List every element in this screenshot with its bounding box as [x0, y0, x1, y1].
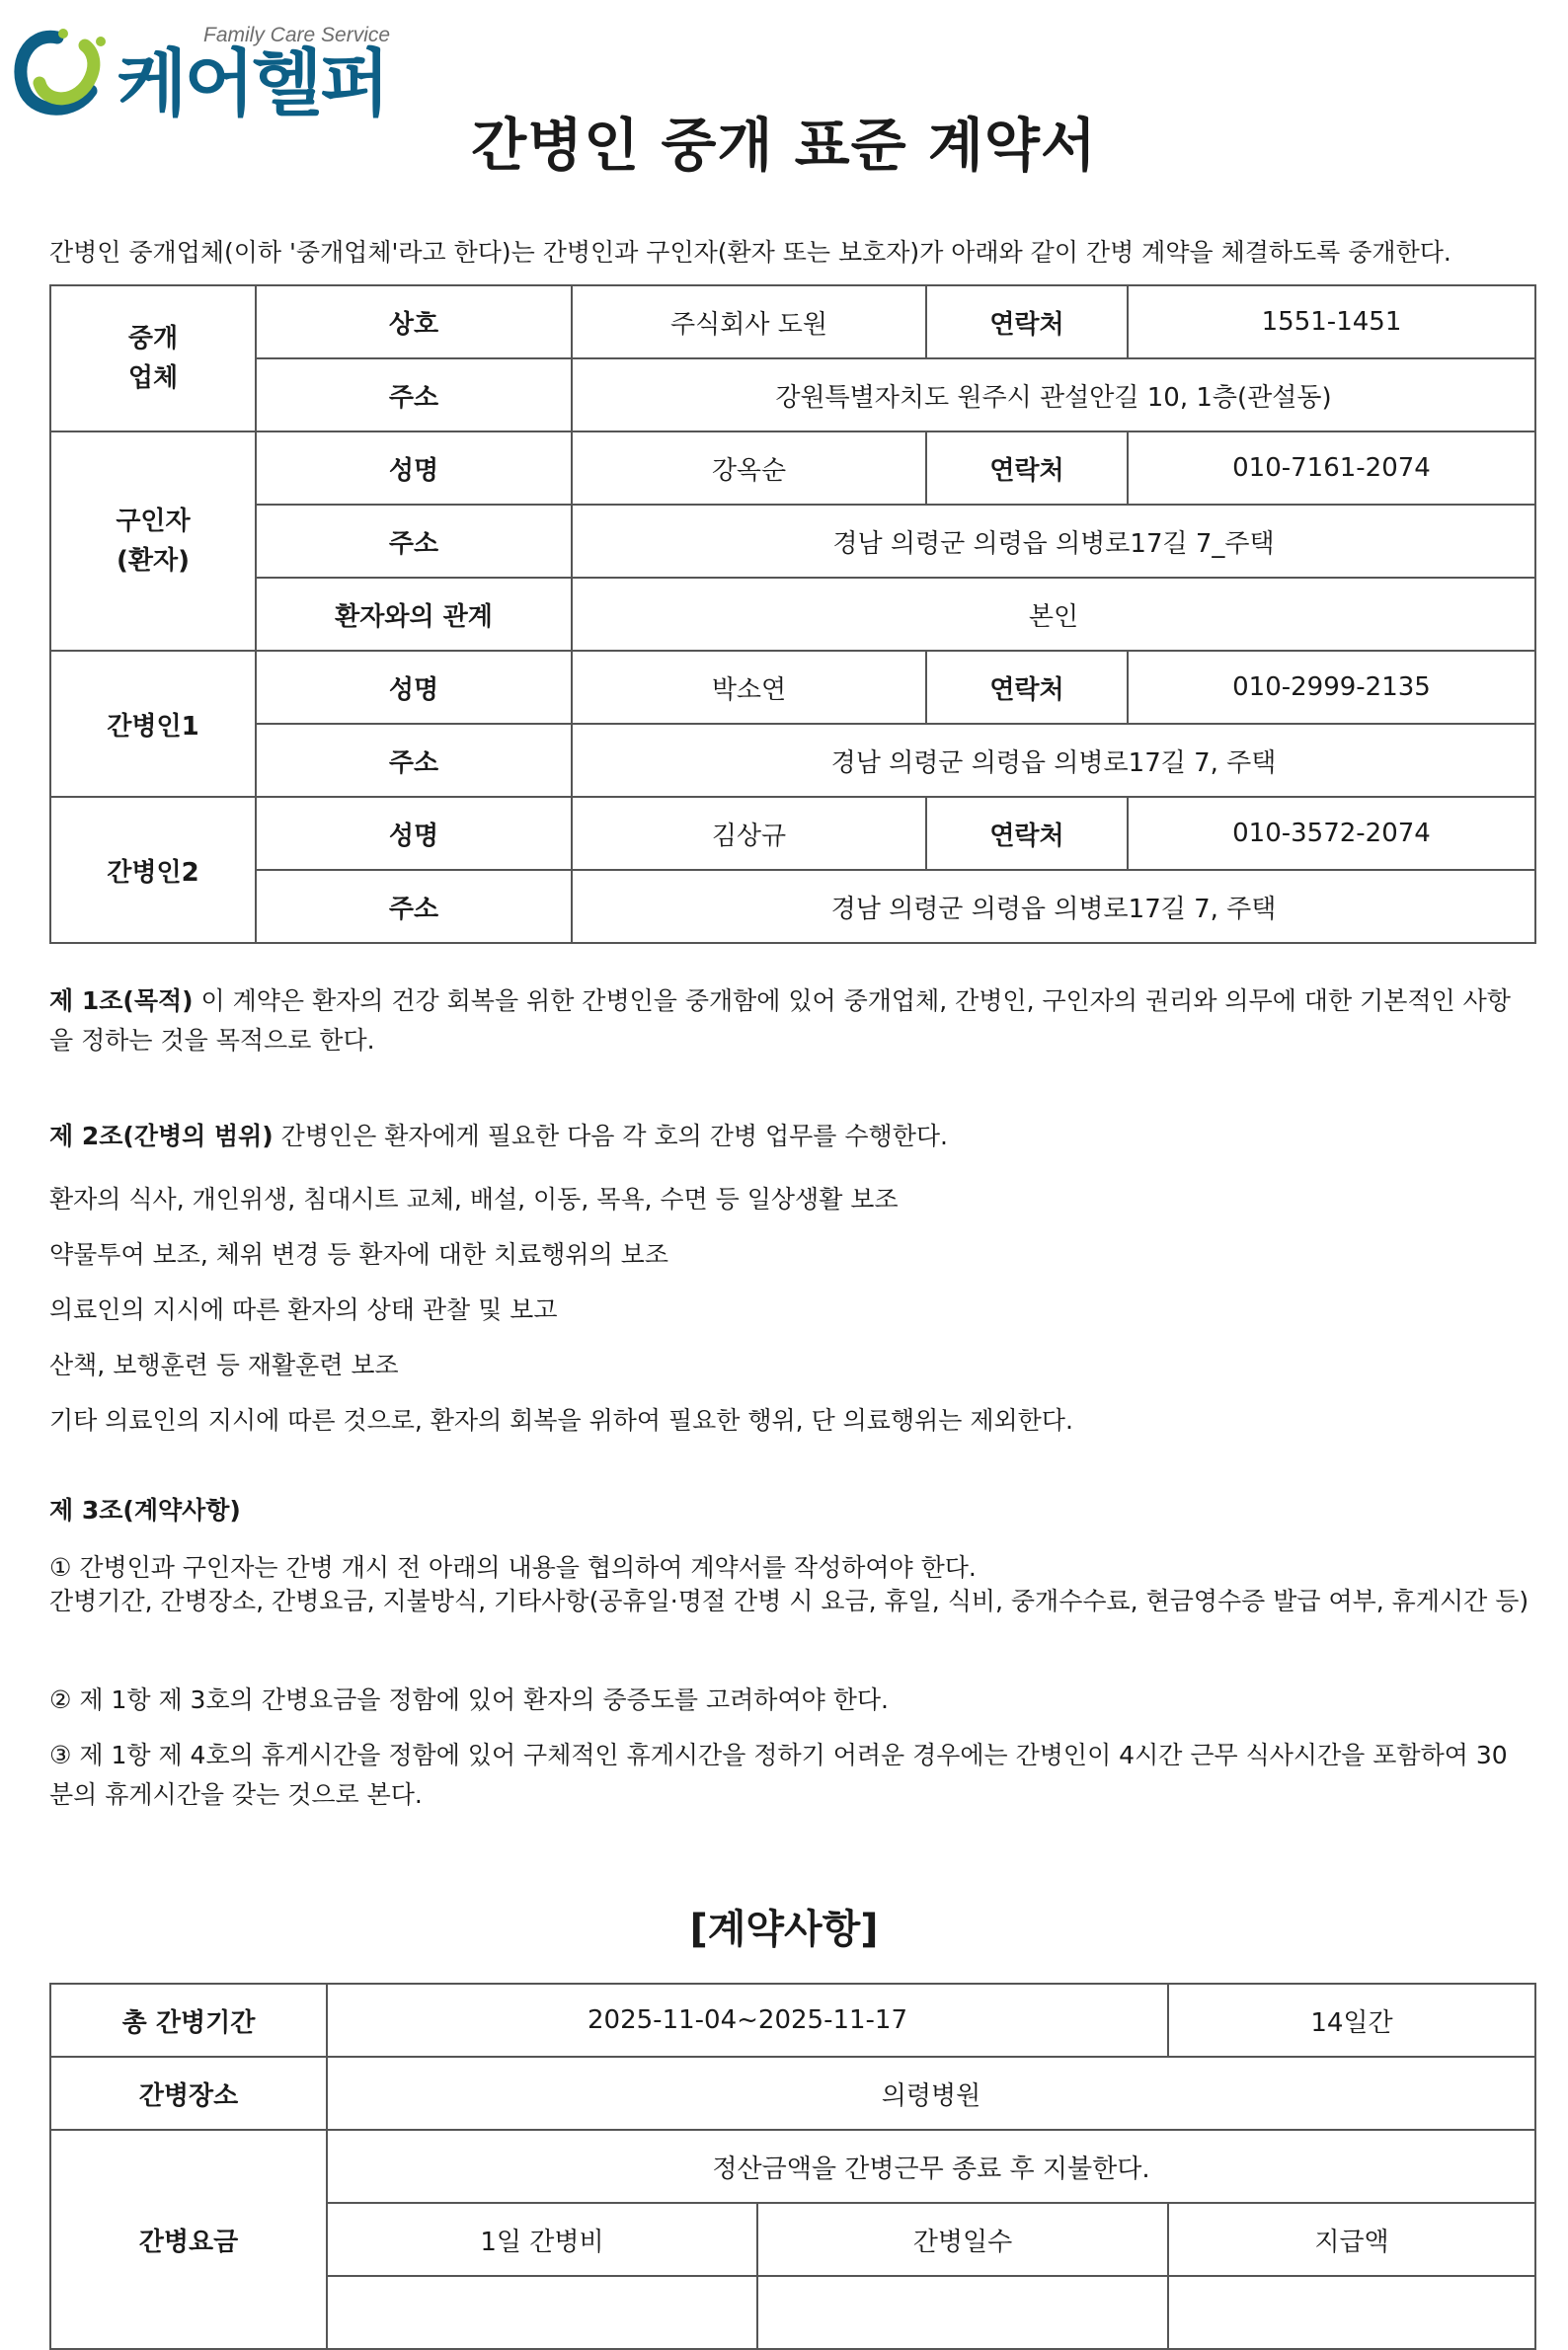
caregiver1-section-label: 간병인1 [50, 651, 256, 797]
table-row [50, 2057, 1535, 2130]
broker-name-value: 주식회사 도원 [572, 285, 926, 358]
client-relation-label: 환자와의 관계 [256, 578, 572, 651]
client-name-label: 성명 [256, 431, 572, 505]
article-2-heading: 제 2조(간병의 범위) [49, 1122, 274, 1150]
fee-label: 간병요금 [50, 2130, 327, 2349]
contract-terms-heading: [계약사항] [689, 1907, 879, 1952]
list-item: 환자의 식사, 개인위생, 침대시트 교체, 배설, 이동, 목욕, 수면 등 일상생활 보조 [49, 1185, 899, 1214]
caregiver2-name-label: 성명 [256, 797, 572, 870]
article-2 [49, 1117, 1530, 1156]
article-3-clause-1-detail: 간병기간, 간병장소, 간병요금, 지불방식, 기타사항(공휴일·명절 간병 시 요금, 휴일, 식비, 중개수수료, 현금영수증 발급 여부, 휴게시간 등) [49, 1587, 1529, 1615]
table-row [50, 797, 1535, 870]
intro-paragraph: 간병인 중개업체(이하 '중개업체'라고 한다)는 간병인과 구인자(환자 또는 보호자)가 아래와 같이 간병 계약을 체결하도록 중개한다. [49, 238, 1451, 267]
caregiver1-name-label: 성명 [256, 651, 572, 724]
client-name-value: 강옥순 [572, 431, 926, 505]
article-2-text: 간병인은 환자에게 필요한 다음 각 호의 간병 업무를 수행한다. [273, 1122, 948, 1150]
table-row [50, 1984, 1535, 2057]
contract-terms-table [49, 1983, 1536, 2350]
article-3-clause-2: ② 제 1항 제 3호의 간병요금을 정함에 있어 환자의 중증도를 고려하여야 한다. [49, 1685, 889, 1714]
table-row [50, 2130, 1535, 2203]
article-3-heading: 제 3조(계약사항) [49, 1496, 241, 1525]
broker-address-label: 주소 [256, 358, 572, 431]
list-item: 의료인의 지시에 따른 환자의 상태 관찰 및 보고 [49, 1295, 558, 1324]
fee-header-daily-rate: 1일 간병비 [327, 2203, 757, 2276]
caregiver1-name-value: 박소연 [572, 651, 926, 724]
period-label: 총 간병기간 [50, 1984, 327, 2057]
broker-contact-value: 1551-1451 [1128, 285, 1535, 358]
place-label: 간병장소 [50, 2057, 327, 2130]
broker-contact-label: 연락처 [926, 285, 1128, 358]
article-1-text: 이 계약은 환자의 건강 회복을 위한 간병인을 중개함에 있어 중개업체, 간병인, 구인자의 권리와 의무에 대한 기본적인 사항을 정하는 것을 목적으로 한다. [49, 986, 1511, 1055]
caregiver1-address-label: 주소 [256, 724, 572, 797]
article-3-clause-3: ③ 제 1항 제 4호의 휴게시간을 정함에 있어 구체적인 휴게시간을 정하기 어려운 경우에는 간병인이 4시간 근무 식사시간을 포함하여 30분의 휴게시간을 갖는 것으로 본다. [49, 1741, 1508, 1809]
client-address-value: 경남 의령군 의령읍 의병로17길 7_주택 [572, 505, 1535, 578]
fee-amount-value [1168, 2276, 1535, 2349]
broker-section-label: 중개 업체 [50, 285, 256, 431]
list-item: 산책, 보행훈련 등 재활훈련 보조 [49, 1351, 399, 1379]
place-value: 의령병원 [327, 2057, 1535, 2130]
fee-header-days: 간병일수 [757, 2203, 1168, 2276]
client-relation-value: 본인 [572, 578, 1535, 651]
logo-tagline: Family Care Service [203, 24, 391, 46]
client-section-label: 구인자 (환자) [50, 431, 256, 651]
client-contact-label: 연락처 [926, 431, 1128, 505]
broker-address-value: 강원특별자치도 원주시 관설안길 10, 1층(관설동) [572, 358, 1535, 431]
table-row [50, 870, 1535, 943]
client-contact-value: 010-7161-2074 [1128, 431, 1535, 505]
fee-days-value [757, 2276, 1168, 2349]
caregiver2-contact-value: 010-3572-2074 [1128, 797, 1535, 870]
fee-note: 정산금액을 간병근무 종료 후 지불한다. [327, 2130, 1535, 2203]
table-row [50, 358, 1535, 431]
caregiver1-contact-label: 연락처 [926, 651, 1128, 724]
list-item: 약물투여 보조, 체위 변경 등 환자에 대한 치료행위의 보조 [49, 1240, 668, 1269]
fee-header-amount: 지급액 [1168, 2203, 1535, 2276]
list-item: 기타 의료인의 지시에 따른 것으로, 환자의 회복을 위하여 필요한 행위, 단 의료행위는 제외한다. [49, 1406, 1073, 1435]
table-row [50, 651, 1535, 724]
caregiver1-contact-value: 010-2999-2135 [1128, 651, 1535, 724]
fee-daily-rate-value [327, 2276, 757, 2349]
caregiver2-name-value: 김상규 [572, 797, 926, 870]
caregiver1-address-value: 경남 의령군 의령읍 의병로17길 7, 주택 [572, 724, 1535, 797]
caregiver2-address-label: 주소 [256, 870, 572, 943]
logo-brand-name: 케어헬퍼 [117, 41, 387, 126]
caregiver2-address-value: 경남 의령군 의령읍 의병로17길 7, 주택 [572, 870, 1535, 943]
caregiver2-section-label: 간병인2 [50, 797, 256, 943]
table-row [50, 285, 1535, 358]
article-3-clause-1: ① 간병인과 구인자는 간병 개시 전 아래의 내용을 협의하여 계약서를 작성하여야 한다. [49, 1553, 977, 1582]
parties-table [49, 284, 1536, 944]
table-row [50, 578, 1535, 651]
article-1-heading: 제 1조(목적) [49, 986, 194, 1015]
document-title: 간병인 중개 표준 계약서 [471, 112, 1097, 179]
table-row [50, 431, 1535, 505]
table-row [50, 724, 1535, 797]
client-address-label: 주소 [256, 505, 572, 578]
broker-name-label: 상호 [256, 285, 572, 358]
table-row [50, 505, 1535, 578]
article-1 [49, 981, 1530, 1060]
period-value: 2025-11-04~2025-11-17 [327, 1984, 1168, 2057]
caregiver2-contact-label: 연락처 [926, 797, 1128, 870]
period-days: 14일간 [1168, 1984, 1535, 2057]
